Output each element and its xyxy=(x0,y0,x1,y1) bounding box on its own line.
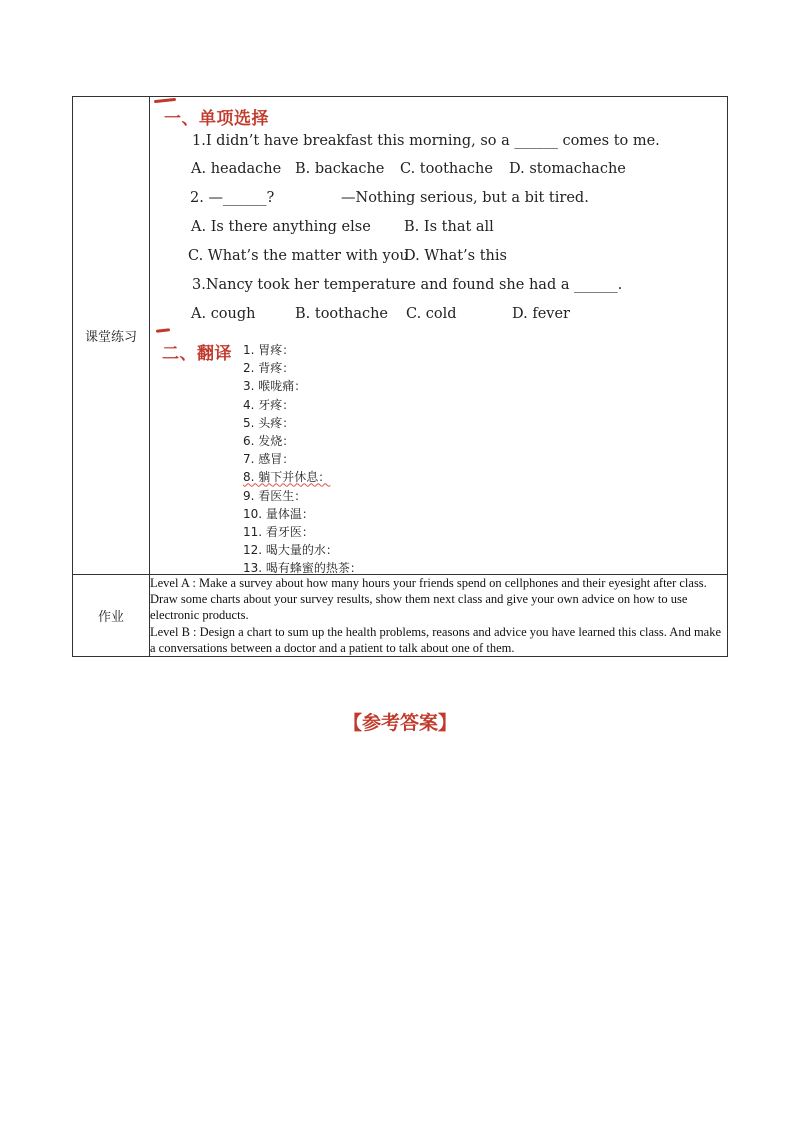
q2-option-c: C. What’s the matter with you xyxy=(188,248,409,264)
q1-option-d: D. stomachache xyxy=(509,161,626,177)
q2-option-a: A. Is there anything else xyxy=(191,219,371,235)
list-item: 11. 看牙医： xyxy=(243,525,314,540)
section2-title: 二、翻译 xyxy=(162,344,232,364)
homework-level-b: Level B : Design a chart to sum up the health problems, reasons and advice you have learned this class. And make a conversations between a doctor and a patient to talk about one of them. xyxy=(150,624,722,655)
q3-option-d: D. fever xyxy=(512,306,570,322)
q1-option-b: B. backache xyxy=(295,161,385,177)
section-marker xyxy=(156,328,170,332)
row-label-classroom-practice: 课堂练习 xyxy=(73,97,150,575)
question-3: 3.Nancy took her temperature and found she had a ______. xyxy=(192,277,623,293)
q1-option-a: A. headache xyxy=(191,161,282,177)
classroom-practice-content xyxy=(150,97,728,575)
list-item: 12. 喝大量的水： xyxy=(243,543,338,558)
answer-heading: 【参考答案】 xyxy=(342,712,457,734)
lesson-table xyxy=(72,96,728,657)
q1-option-c: C. toothache xyxy=(400,161,493,177)
list-item: 8. 躺下并休息： xyxy=(243,470,331,485)
list-item: 10. 量体温： xyxy=(243,506,314,521)
list-item: 5. 头疼： xyxy=(243,415,295,430)
list-item: 3. 喉咙痛： xyxy=(243,379,307,394)
list-item: 4. 牙疼： xyxy=(243,397,295,412)
list-item: 7. 感冒： xyxy=(243,452,295,467)
list-item: 1. 胃疼： xyxy=(243,343,295,357)
q2-option-d: D. What’s this xyxy=(404,248,507,264)
row-label-homework: 作业 xyxy=(73,575,150,657)
question-2-prompt: 2. —______? xyxy=(190,190,275,206)
list-item: 6. 发烧： xyxy=(243,434,295,449)
list-item: 9. 看医生： xyxy=(243,488,307,503)
q3-option-c: C. cold xyxy=(406,306,457,322)
classroom-practice-row xyxy=(73,97,728,575)
homework-row xyxy=(73,575,728,657)
q3-option-b: B. toothache xyxy=(295,306,389,322)
q3-option-a: A. cough xyxy=(191,306,256,322)
list-item: 2. 背疼： xyxy=(243,361,295,376)
q2-option-b: B. Is that all xyxy=(404,219,494,235)
question-2-reply: —Nothing serious, but a bit tired. xyxy=(341,190,589,206)
translation-list xyxy=(243,341,362,578)
section-marker xyxy=(154,98,176,103)
section1-title: 一、单项选择 xyxy=(164,109,269,129)
question-1: 1.I didn’t have breakfast this morning, so a ______ comes to me. xyxy=(192,133,660,149)
homework-level-a: Level A : Make a survey about how many hours your friends spend on cellphones and their eyesight after class. Draw some charts about your survey results, show them next class and give your own advice on how to use electronic products. xyxy=(150,576,707,623)
list-item: 13. 喝有蜂蜜的热茶： xyxy=(243,561,362,576)
homework-content xyxy=(150,575,728,657)
